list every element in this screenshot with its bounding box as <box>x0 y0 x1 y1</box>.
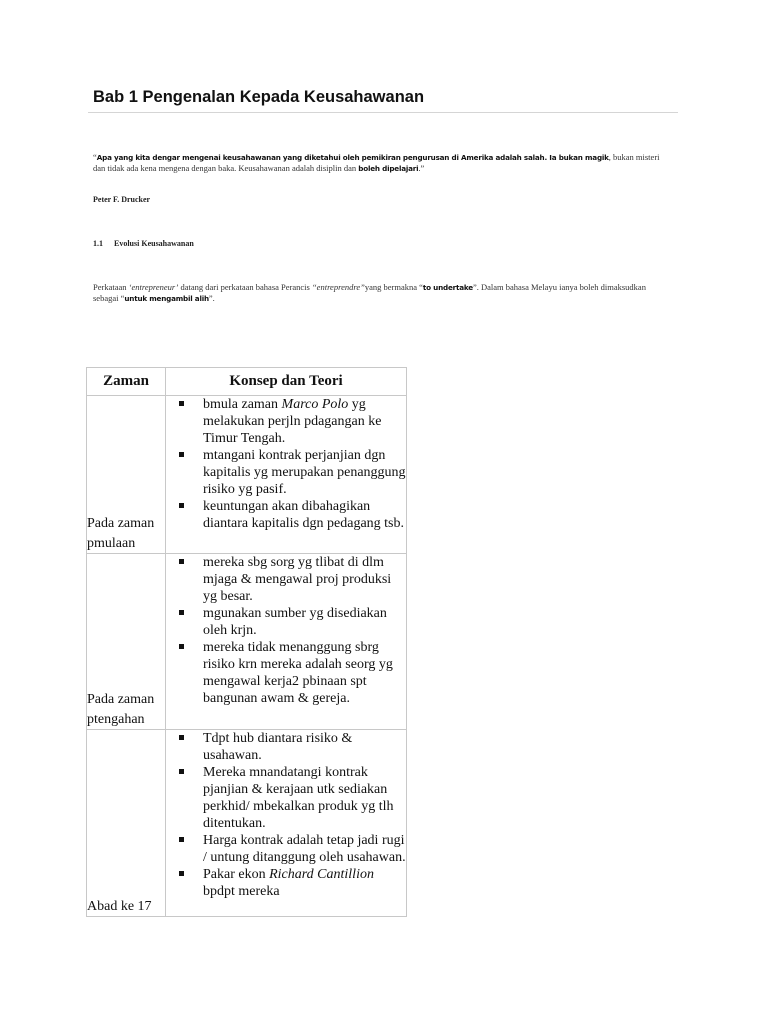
page-title: Bab 1 Pengenalan Kepada Keusahawanan <box>93 88 425 106</box>
section-title: Evolusi Keusahawanan <box>114 239 194 248</box>
concept-list <box>166 396 406 532</box>
item-text: bmula zaman <box>203 397 282 412</box>
concept-list <box>166 554 406 707</box>
section-number: 1.1 <box>93 239 103 248</box>
quote-handwritten-part-2: boleh dipelajari <box>358 164 419 173</box>
item-text: mereka sbg sorg yg tlibat di dlm mjaga & mengawal proj produksi yg besar. <box>203 555 392 604</box>
list-item <box>166 764 406 832</box>
header-konsep-dan-teori: Konsep dan Teori <box>166 368 407 396</box>
table-row <box>87 730 407 917</box>
list-item <box>166 447 406 498</box>
quote-handwritten-part-1: Apa yang kita dengar mengenai keusahawanan yang diketahui oleh pemikiran pengurusan di Amerika adalah salah. Ia bukan magik <box>96 153 609 162</box>
quote-close-mark: .” <box>418 163 425 173</box>
table-header-row <box>87 368 407 396</box>
para-italic-entreprendre: “entreprendre” <box>311 282 365 292</box>
title-divider <box>88 112 678 113</box>
concept-cell <box>166 396 407 554</box>
item-text: Tdpt hub diantara risiko & usahawan. <box>203 731 353 763</box>
item-text: mtangani kontrak perjanjian dgn kapitalis yg merupakan penanggung risiko yg pasif. <box>203 448 406 497</box>
quote-open-mark: “ <box>93 152 97 162</box>
list-item <box>166 554 406 605</box>
table-row <box>87 554 407 730</box>
header-zaman: Zaman <box>87 368 166 396</box>
para-italic-entrepreneur: ‘entrepreneur’ <box>128 282 179 292</box>
item-text: bpdpt mereka <box>203 884 280 899</box>
para-text-3: yang bermakna “ <box>364 282 423 292</box>
para-text-2: datang dari perkataan bahasa Perancis <box>178 282 312 292</box>
para-handwritten-mengambil-alih: untuk mengambil alih <box>124 294 209 303</box>
concept-cell <box>166 554 407 730</box>
item-text: keuntungan akan dibahagikan diantara kapitalis dgn pedagang tsb. <box>203 499 404 531</box>
quote-author: Peter F. Drucker <box>93 195 151 204</box>
list-item <box>166 730 406 764</box>
item-text: mgunakan sumber yg disediakan oleh krjn. <box>203 606 387 638</box>
era-cell: Pada zaman ptengahan <box>87 554 166 730</box>
list-item <box>166 639 406 707</box>
list-item <box>166 605 406 639</box>
para-text-4: ”. Dalam bahasa Melayu ianya boleh dimaksudkan sebagai “ <box>93 282 646 303</box>
list-item <box>166 396 406 447</box>
item-text: mereka tidak menanggung sbrg risiko krn mereka adalah seorg yg mengawal kerja2 pbinaan spt bangunan awam & gereja. <box>203 640 393 706</box>
item-text: Pakar ekon <box>203 867 270 882</box>
concept-cell <box>166 730 407 917</box>
list-item <box>166 866 406 900</box>
para-text-5: ”. <box>208 293 215 303</box>
item-text: Harga kontrak adalah tetap jadi rugi / untung ditanggung oleh usahawan. <box>203 833 406 865</box>
concept-list <box>166 730 406 900</box>
section-heading <box>93 239 194 248</box>
para-handwritten-to-undertake: to undertake <box>422 283 473 292</box>
para-text-1: Perkataan <box>93 282 129 292</box>
era-cell: Pada zaman pmulaan <box>87 396 166 554</box>
drucker-quote <box>93 152 668 174</box>
item-italic-name: Marco Polo <box>281 397 349 412</box>
list-item <box>166 832 406 866</box>
era-cell: Abad ke 17 <box>87 730 166 917</box>
list-item <box>166 498 406 532</box>
item-text: yg melakukan perjln pdagangan ke Timur Tengah. <box>203 397 382 446</box>
table-row <box>87 396 407 554</box>
etymology-paragraph <box>93 282 668 304</box>
item-text: Mereka mnandatangi kontrak pjanjian & kerajaan utk sediakan perkhid/ mbekalkan produk yg tlh ditentukan. <box>203 765 394 831</box>
item-italic-name: Richard Cantillion <box>269 867 374 882</box>
quote-text-part-1: , bukan misteri dan tidak ada kena mengena dengan baka. Keusahawanan adalah disiplin dan <box>93 152 660 173</box>
evolution-table <box>86 367 407 917</box>
